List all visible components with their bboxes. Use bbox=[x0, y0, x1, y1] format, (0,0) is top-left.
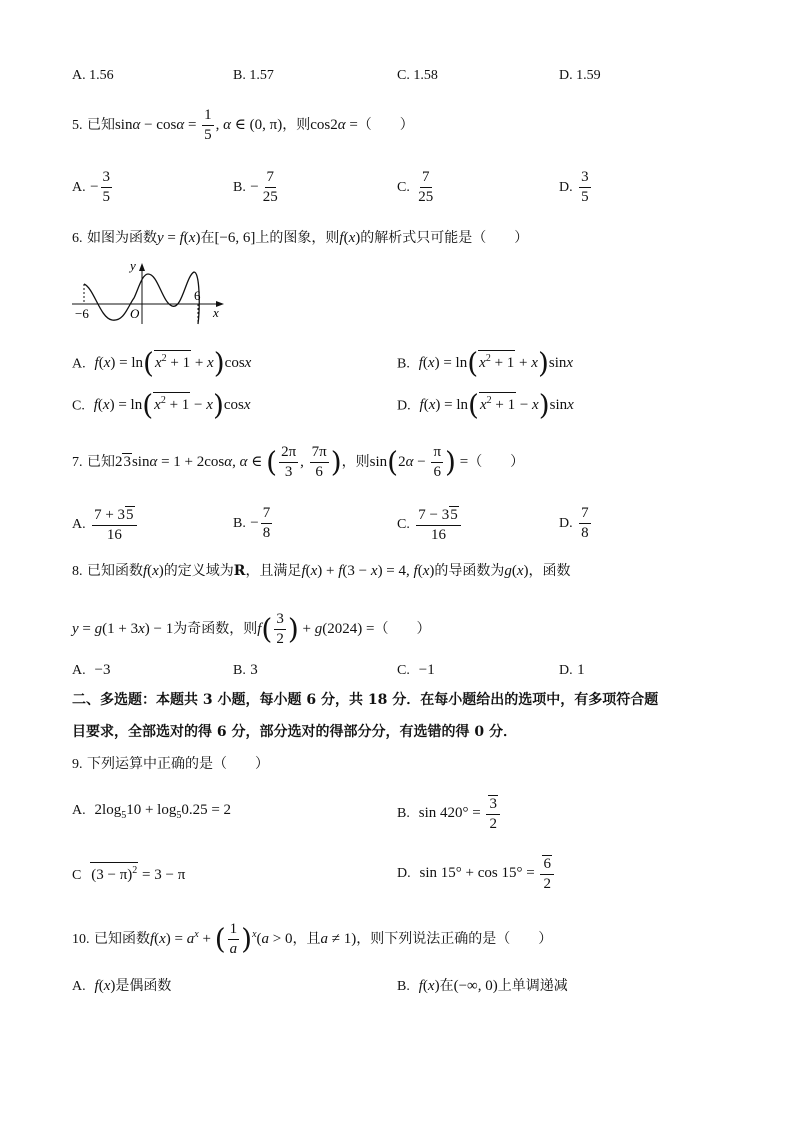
section2-heading-line2: 目要求，全部选对的得 6 分，部分选对的得部分分，有选错的得 0 分． bbox=[72, 724, 517, 740]
q7-stem: 7. 已知23sinα = 1 + 2cosα, α ∈ ( $\frac{2\pi}{3}$ , $\frac{7\pi}{6}$ )，则sin(2α − $\frac{\pi}{6}$ ) =（ ） bbox=[72, 444, 525, 480]
x-axis-label: x bbox=[213, 305, 219, 320]
q8-stem-line2: y = g(1 + 3x) − 1为奇函数，则f( $\frac{3}{2}$ ) + g(2024) =（ ） bbox=[72, 611, 431, 647]
section2-heading-line1: 二、多选题：本题共 3 小题，每小题 6 分，共 18 分．在每小题给出的选项中，有多项符合题 bbox=[72, 692, 659, 708]
q4-option-a: A. 1.56 bbox=[72, 68, 114, 83]
q5-option-b: B. − $\frac{7}{25}$ bbox=[233, 169, 278, 205]
q4-option-d: D. 1.59 bbox=[559, 68, 601, 83]
q5-stem-prefix: 已知 bbox=[86, 116, 115, 133]
q10-option-a: A. f(x)是偶函数 bbox=[72, 978, 172, 994]
y-axis-label: y bbox=[130, 258, 136, 273]
q5-number: 5. bbox=[72, 117, 83, 133]
q9-stem: 9. 下列运算中正确的是（ ） bbox=[72, 756, 269, 772]
q7-option-d: D. $\frac{7}{8}$ bbox=[559, 505, 589, 541]
q7-option-b: B. − $\frac{7}{8}$ bbox=[233, 505, 271, 541]
q5-stem-suffix: （ ） bbox=[357, 116, 414, 133]
q10-stem: 10. 已知函数$f(x) = a^x$ + ( $\frac{1}{a}$ )$^x$(a > 0，且a ≠ 1)，则下列说法正确的是（ ） bbox=[72, 921, 553, 957]
q7-option-c: C. $\frac{7 - 35}{16}$ bbox=[397, 506, 463, 543]
q6-option-b: B. $f(x) = \ln(x^2 + 1 + x)\sin x$ bbox=[397, 347, 574, 380]
q6-function-graph bbox=[68, 258, 228, 330]
right-tick-label: 6 bbox=[194, 288, 201, 303]
y-axis-arrow-icon bbox=[139, 263, 145, 271]
q8-option-c: C. −1 bbox=[397, 662, 435, 678]
q7-option-a: A. $\frac{7 + 35}{16}$ bbox=[72, 506, 139, 543]
q10-option-b: B. f(x)在(−∞, 0)上单调递减 bbox=[397, 978, 568, 994]
q5-option-a: A. − $\frac{3}{5}$ bbox=[72, 169, 111, 205]
q4-option-c: C. 1.58 bbox=[397, 68, 438, 83]
q9-option-c: C $(3 - \pi)^2 = 3 - \pi$ bbox=[72, 862, 185, 886]
q4-option-b: B. 1.57 bbox=[233, 68, 274, 83]
left-tick-label: −6 bbox=[75, 306, 89, 321]
q8-stem-line1: 8. 已知函数f(x)的定义域为R，且满足f(x) + f(3 − x) = 4, f(x)的导函数为g(x)，函数 bbox=[72, 563, 571, 579]
q5-stem-middle: ，则 bbox=[282, 116, 311, 133]
q6-stem: 6. 如图为函数y = f(x)在[−6, 6]上的图象，则f(x)的解析式只可能是（ ） bbox=[72, 230, 529, 246]
q5-stem: 5. 已知sinα − cosα = $\frac{1}{5}$ , α ∈ (0, π)，则cos2α =（ ） bbox=[72, 107, 414, 143]
q8-option-d: D. 1 bbox=[559, 662, 585, 678]
q9-option-d: D. sin 15° + cos 15° = $\frac{6}{2}$ bbox=[397, 855, 556, 892]
origin-label: O bbox=[130, 306, 140, 321]
q9-option-a: A. $2\log_510 + \log_50.25 = 2$ bbox=[72, 802, 232, 821]
q8-option-b: B. 3 bbox=[233, 662, 258, 678]
q6-option-a: A. $f(x) = \ln(x^2 + 1 + x)\cos x$ bbox=[72, 347, 252, 380]
q5-option-c: C. $\frac{7}{25}$ bbox=[397, 169, 434, 205]
q6-option-c: C. $f(x) = \ln(x^2 + 1 - x)\cos x$ bbox=[72, 389, 251, 422]
q5-option-d: D. $\frac{3}{5}$ bbox=[559, 169, 589, 205]
q6-option-d: D. $f(x) = \ln(x^2 + 1 - x)\sin x$ bbox=[397, 389, 574, 422]
q9-option-b: B. sin 420° = $\frac{3}{2}$ bbox=[397, 795, 502, 832]
q8-option-a: A. −3 bbox=[72, 662, 111, 678]
